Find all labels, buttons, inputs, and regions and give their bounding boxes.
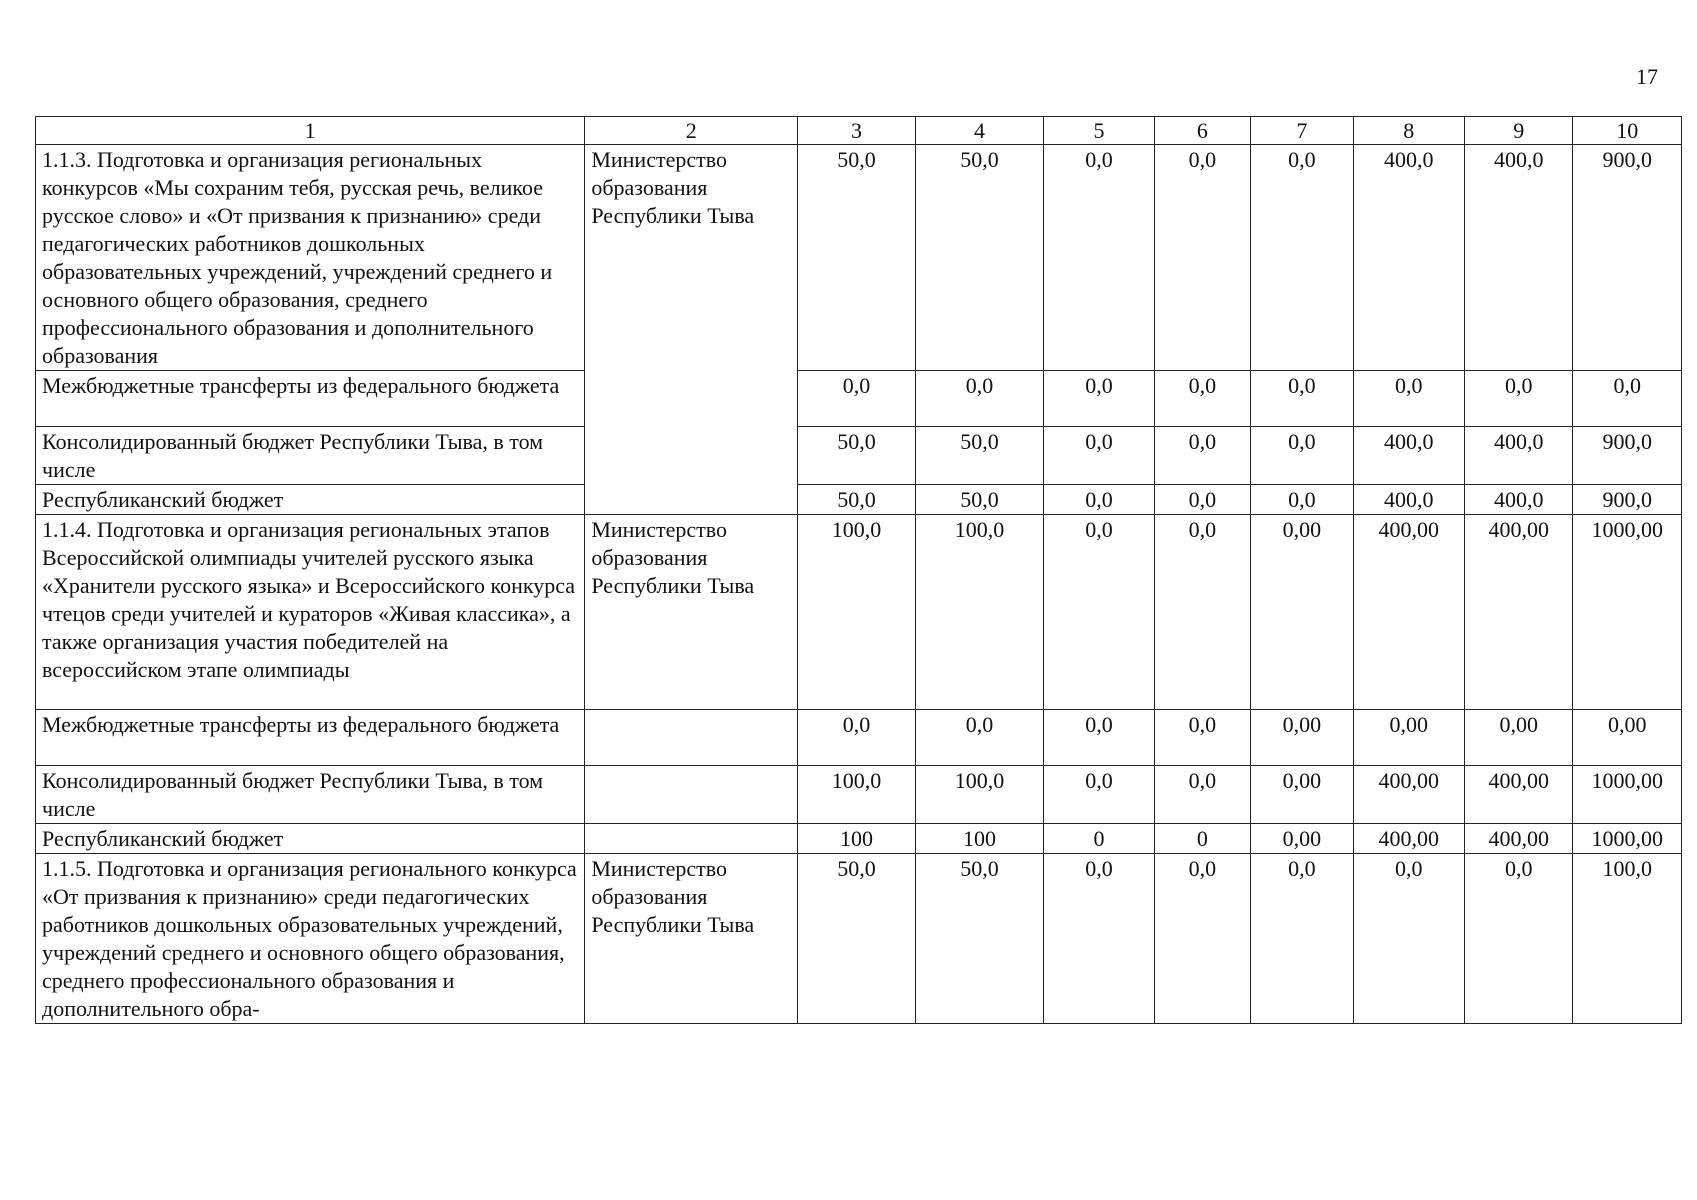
value-cell: 0,0 [1353,371,1464,427]
value-cell: 400,00 [1465,515,1573,710]
value-cell: 0,0 [798,371,915,427]
value-cell: 400,00 [1353,824,1464,854]
value-cell: 0,0 [1353,854,1464,1024]
value-cell: 400,00 [1353,515,1464,710]
responsible-executor [585,766,798,824]
value-cell: 0,0 [1044,854,1154,1024]
funding-source: Республиканский бюджет [36,824,585,854]
responsible-executor [585,824,798,854]
value-cell: 100,0 [798,766,915,824]
value-cell: 0,00 [1465,710,1573,766]
value-cell: 0,0 [1154,515,1250,710]
value-cell: 100,0 [1573,854,1682,1024]
value-cell: 0,0 [1573,371,1682,427]
value-cell: 0 [1154,824,1250,854]
value-cell: 0,00 [1251,824,1353,854]
value-cell: 0,0 [1044,485,1154,515]
value-cell: 0,0 [1044,515,1154,710]
header-cell: 2 [585,117,798,145]
value-cell: 0,00 [1353,710,1464,766]
value-cell: 1000,00 [1573,824,1682,854]
funding-source: Межбюджетные трансферты из федерального бюджета [36,710,585,766]
value-cell: 0,00 [1251,710,1353,766]
table-row [36,515,1682,710]
value-cell: 400,0 [1465,485,1573,515]
table-row [36,371,1682,427]
value-cell: 400,00 [1465,766,1573,824]
budget-table [35,116,1682,1024]
value-cell: 400,0 [1353,427,1464,485]
value-cell: 0,0 [1044,427,1154,485]
responsible-executor [585,710,798,766]
value-cell: 0,0 [1044,371,1154,427]
activity-name: 1.1.5. Подготовка и организация регионального конкурса «От призвания к признанию» среди педагогических работников дошкольных образовательных учреждений, учреждений среднего и основного общего образования, среднего профессионального образования и дополнительного обра- [36,854,585,1024]
value-cell: 1000,00 [1573,515,1682,710]
value-cell: 50,0 [915,145,1044,371]
value-cell: 900,0 [1573,145,1682,371]
table-row [36,710,1682,766]
value-cell: 0,0 [1251,145,1353,371]
value-cell: 0,00 [1251,515,1353,710]
value-cell: 50,0 [915,485,1044,515]
value-cell: 0 [1044,824,1154,854]
table-row [36,427,1682,485]
header-cell: 3 [798,117,915,145]
value-cell: 0,0 [1465,854,1573,1024]
header-cell: 6 [1154,117,1250,145]
value-cell: 50,0 [798,427,915,485]
header-cell: 7 [1251,117,1353,145]
value-cell: 400,0 [1353,485,1464,515]
funding-source: Межбюджетные трансферты из федерального бюджета [36,371,585,427]
value-cell: 0,0 [1154,485,1250,515]
value-cell: 1000,00 [1573,766,1682,824]
value-cell: 100,0 [915,515,1044,710]
table-row [36,824,1682,854]
value-cell: 0,0 [915,371,1044,427]
value-cell: 400,0 [1465,427,1573,485]
value-cell: 0,0 [1154,145,1250,371]
funding-source: Консолидированный бюджет Республики Тыва, в том числе [36,766,585,824]
value-cell: 50,0 [798,145,915,371]
value-cell: 0,0 [1044,145,1154,371]
table-row [36,485,1682,515]
value-cell: 0,0 [1154,371,1250,427]
value-cell: 0,0 [1251,371,1353,427]
value-cell: 0,0 [915,710,1044,766]
table-row [36,145,1682,371]
value-cell: 50,0 [798,854,915,1024]
value-cell: 100,0 [798,515,915,710]
value-cell: 0,0 [1154,854,1250,1024]
activity-name: 1.1.3. Подготовка и организация региональных конкурсов «Мы сохраним тебя, русская речь, великое русское слово» и «От призвания к признанию» среди педагогических работников дошкольных образовательных учреждений, учреждений среднего и основного общего образования, среднего профессионального образования и дополнительного образования [36,145,585,371]
value-cell: 900,0 [1573,427,1682,485]
responsible-executor: Министерство образования Республики Тыва [585,854,798,1024]
header-cell: 9 [1465,117,1573,145]
value-cell: 100 [798,824,915,854]
value-cell: 0,0 [1251,485,1353,515]
value-cell: 400,00 [1465,824,1573,854]
header-cell: 8 [1353,117,1464,145]
value-cell: 50,0 [915,427,1044,485]
value-cell: 400,0 [1353,145,1464,371]
page-number: 17 [1636,64,1658,89]
value-cell: 0,00 [1573,710,1682,766]
value-cell: 0,0 [1154,766,1250,824]
header-cell: 5 [1044,117,1154,145]
table-row [36,766,1682,824]
header-cell: 4 [915,117,1044,145]
responsible-executor: Министерство образования Республики Тыва [585,145,798,515]
value-cell: 100,0 [915,766,1044,824]
value-cell: 0,0 [798,710,915,766]
value-cell: 0,0 [1465,371,1573,427]
value-cell: 900,0 [1573,485,1682,515]
value-cell: 0,0 [1044,710,1154,766]
value-cell: 0,0 [1251,854,1353,1024]
value-cell: 0,0 [1154,710,1250,766]
value-cell: 400,00 [1353,766,1464,824]
funding-source: Консолидированный бюджет Республики Тыва, в том числе [36,427,585,485]
value-cell: 400,0 [1465,145,1573,371]
header-cell: 10 [1573,117,1682,145]
value-cell: 0,0 [1044,766,1154,824]
responsible-executor: Министерство образования Республики Тыва [585,515,798,710]
table-row [36,854,1682,1024]
value-cell: 50,0 [798,485,915,515]
funding-source: Республиканский бюджет [36,485,585,515]
value-cell: 50,0 [915,854,1044,1024]
header-cell: 1 [36,117,585,145]
value-cell: 0,0 [1154,427,1250,485]
activity-name: 1.1.4. Подготовка и организация региональных этапов Всероссийской олимпиады учителей русского языка «Хранители русского языка» и Всероссийского конкурса чтецов среди учителей и кураторов «Живая классика», а также организация участия победителей на всероссийском этапе олимпиады [36,515,585,710]
value-cell: 0,0 [1251,427,1353,485]
value-cell: 100 [915,824,1044,854]
value-cell: 0,00 [1251,766,1353,824]
table-header-row [36,117,1682,145]
